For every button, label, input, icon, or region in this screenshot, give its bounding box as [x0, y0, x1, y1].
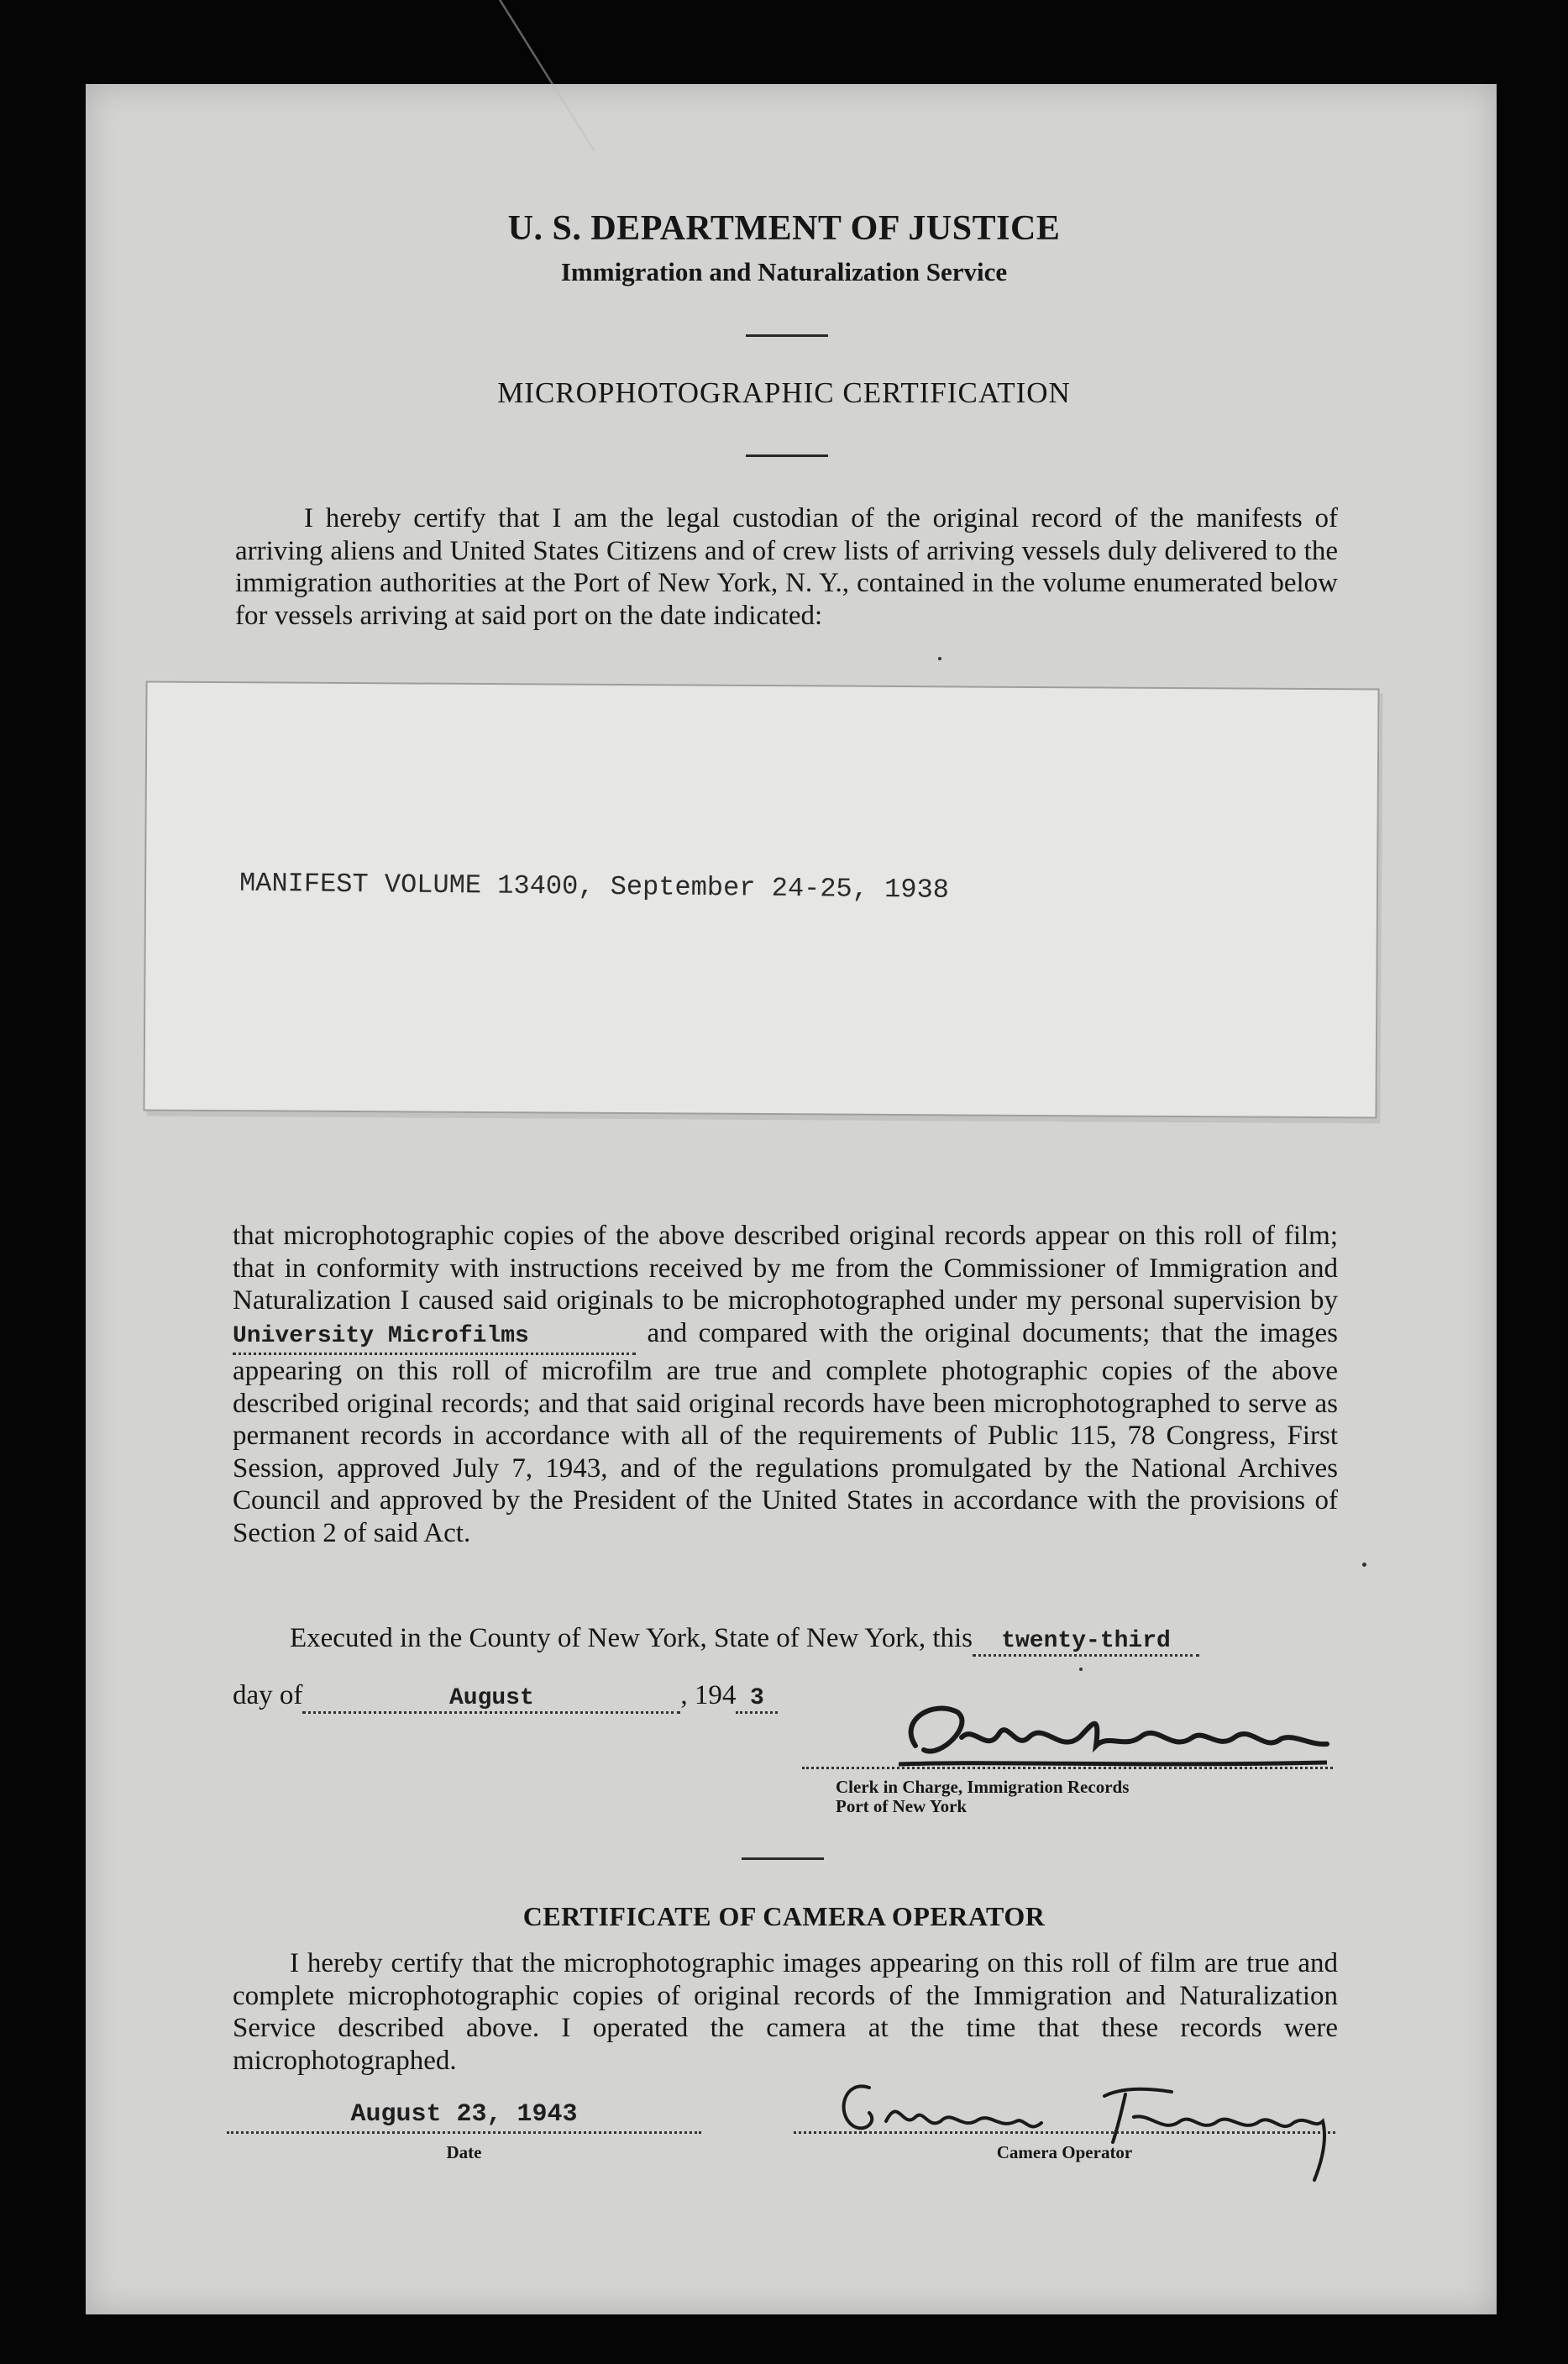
camera-date-value: August 23, 1943 — [350, 2100, 578, 2129]
filmer-name: University Microfilms — [233, 1321, 636, 1356]
service-subheading: Immigration and Naturalization Service — [560, 257, 1008, 286]
day-of-line — [233, 1680, 778, 1714]
execution-year-digit: 3 — [736, 1685, 778, 1714]
clerk-title-line1: Clerk in Charge, Immigration Records — [836, 1777, 1130, 1797]
day-of-label: day of — [233, 1680, 303, 1710]
camera-certificate-title: CERTIFICATE OF CAMERA OPERATOR — [522, 1901, 1046, 1931]
volume-slip-text: MANIFEST VOLUME 13400, September 24-25, 1938 — [239, 867, 950, 906]
custodian-paragraph: I hereby certify that I am the legal custodian of the original record of the manifests of arriving aliens and United States Citizens and of crew lists of arriving vessels duly delivered to the immigration authorities at the Port of New York, N. Y., contained in the volume enumerated below for vessels arriving at said port on the date indicated: — [235, 503, 1338, 631]
camera-paragraph: I hereby certify that the microphotographic images appearing on this roll of film are true and complete microphotographic copies of original records of the Immigration and Naturalization Service described above. I operated the camera at the time that these records were microphotographed. — [233, 1948, 1338, 2076]
records-paragraph — [233, 1220, 1338, 1549]
clerk-title-line2: Port of New York — [836, 1796, 968, 1816]
clerk-signature — [882, 1687, 1335, 1779]
execution-day: twenty-third — [973, 1628, 1199, 1657]
year-prefix: , 194 — [680, 1680, 737, 1710]
dust-speck — [1362, 1563, 1366, 1567]
header-divider-1 — [746, 334, 828, 337]
records-text-after: and compared with the original documents; that the images appearing on this roll of microfilm are true and complete photographic copies of the above described original records; and that said original records have been microphotographed to serve as permanent records in accordance with all of the requirements of Public 115, 78 Congress, First Session, approved July 7, 1943, and of the regulations promulgated by the National Archives Council and approved by the President of the United States in accordance with the provisions of Section 2 of said Act. — [233, 1317, 1338, 1548]
certification-title: MICROPHOTOGRAPHIC CERTIFICATION — [497, 376, 1071, 409]
records-text-before: that microphotographic copies of the above described original records appear on this roll of film; that in conformity with instructions received by me from the Commissioner of Immigration and Naturalization I caused said originals to be microphotographed under my personal supervision by — [233, 1221, 1338, 1316]
dust-speck — [938, 657, 941, 660]
date-line — [227, 2131, 701, 2134]
header-divider-2 — [746, 454, 828, 457]
date-label: Date — [446, 2142, 482, 2162]
operator-signature — [819, 2062, 1356, 2188]
camera-divider — [742, 1857, 824, 1860]
executed-text: Executed in the County of New York, State of New York, this — [290, 1623, 973, 1653]
dust-speck — [1079, 1668, 1083, 1671]
camera-operator-label: Camera Operator — [996, 2142, 1133, 2162]
execution-month: August — [302, 1685, 680, 1714]
executed-line — [290, 1623, 1199, 1657]
department-heading: U. S. DEPARTMENT OF JUSTICE — [507, 209, 1061, 248]
